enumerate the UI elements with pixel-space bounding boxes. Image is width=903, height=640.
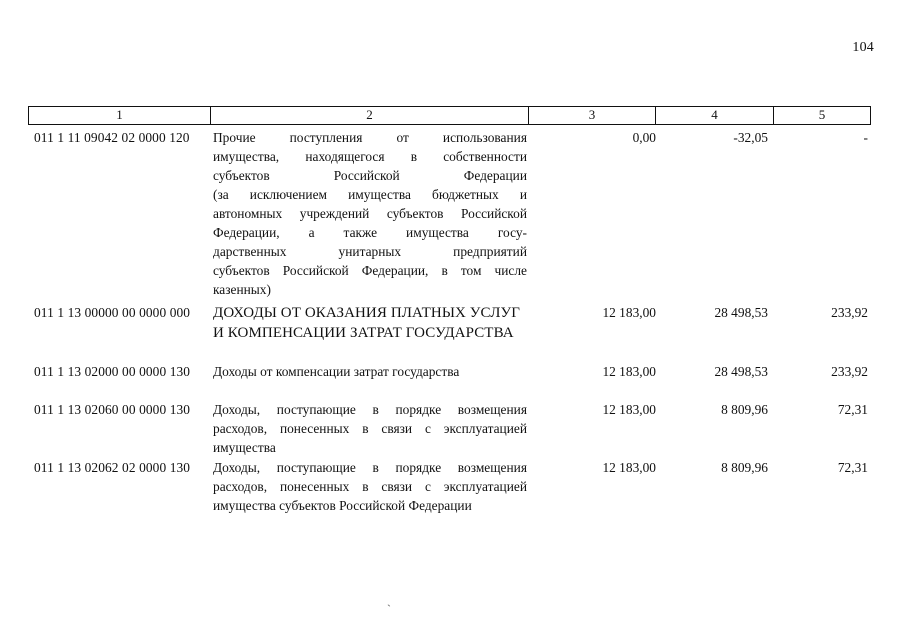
budget-code: 011 1 13 02062 02 0000 130 <box>34 460 191 475</box>
revenue-name-line: казенных) <box>213 282 271 297</box>
value-col-3: 12 183,00 <box>602 402 656 417</box>
revenue-name-line: Федерации, а также имущества госу- <box>213 225 527 240</box>
budget-code: 011 1 11 09042 02 0000 120 <box>34 130 190 145</box>
value-col-3: 12 183,00 <box>602 305 656 320</box>
value-col-5: - <box>863 130 868 145</box>
value-col-4: -32,05 <box>733 130 768 145</box>
revenue-name-line: субъектов Российской Федерации <box>213 168 527 183</box>
column-header-5: 5 <box>818 107 826 122</box>
value-col-3: 12 183,00 <box>602 364 656 379</box>
revenue-name <box>213 303 527 343</box>
revenue-name-line: (за исключением имущества бюджетных и <box>213 187 527 202</box>
budget-code: 011 1 13 02000 00 0000 130 <box>34 364 191 379</box>
value-col-3: 12 183,00 <box>602 460 656 475</box>
page-number: 104 <box>852 40 874 55</box>
budget-code: 011 1 13 02060 00 0000 130 <box>34 402 191 417</box>
value-col-5: 72,31 <box>837 460 868 475</box>
revenue-name-line: имущества субъектов Российской Федерации <box>213 498 472 513</box>
value-col-4: 8 809,96 <box>721 460 768 475</box>
revenue-name <box>213 400 527 457</box>
value-col-4: 28 498,53 <box>714 305 768 320</box>
revenue-name-line: расходов, понесенных в связи с эксплуатацией <box>213 479 527 494</box>
revenue-name-line: И КОМПЕНСАЦИИ ЗАТРАТ ГОСУДАРСТВА <box>213 325 514 341</box>
scan-speck: ˋ <box>387 602 391 616</box>
revenue-name-line: Доходы от компенсации затрат государства <box>213 364 460 379</box>
table-column-header <box>28 106 871 125</box>
revenue-name-line: расходов, понесенных в связи с эксплуатацией <box>213 421 527 436</box>
budget-code: 011 1 13 00000 00 0000 000 <box>34 305 191 320</box>
revenue-name-line: ДОХОДЫ ОТ ОКАЗАНИЯ ПЛАТНЫХ УСЛУГ <box>213 305 521 321</box>
revenue-name <box>213 458 527 515</box>
column-header-3: 3 <box>529 107 656 124</box>
value-col-4: 8 809,96 <box>721 402 768 417</box>
revenue-name <box>213 362 527 381</box>
value-col-3: 0,00 <box>632 130 656 145</box>
revenue-name-line: имущества, находящегося в собственности <box>213 149 527 164</box>
revenue-name-line: дарственных унитарных предприятий <box>213 244 527 259</box>
revenue-name-line: Прочие поступления от использования <box>213 130 527 145</box>
revenue-name-line: субъектов Российской Федерации, в том числе <box>213 263 527 278</box>
revenue-name-line: Доходы, поступающие в порядке возмещения <box>213 460 527 475</box>
revenue-name-line: автономных учреждений субъектов Российской <box>213 206 527 221</box>
column-header-2: 2 <box>211 107 529 124</box>
column-header-1: 1 <box>29 107 211 124</box>
value-col-4: 28 498,53 <box>714 364 768 379</box>
value-col-5: 72,31 <box>837 402 868 417</box>
value-col-5: 233,92 <box>831 305 868 320</box>
revenue-name-line: Доходы, поступающие в порядке возмещения <box>213 402 527 417</box>
revenue-name-line: имущества <box>213 440 276 455</box>
column-header-4: 4 <box>656 107 774 124</box>
revenue-name <box>213 128 527 299</box>
value-col-5: 233,92 <box>831 364 868 379</box>
